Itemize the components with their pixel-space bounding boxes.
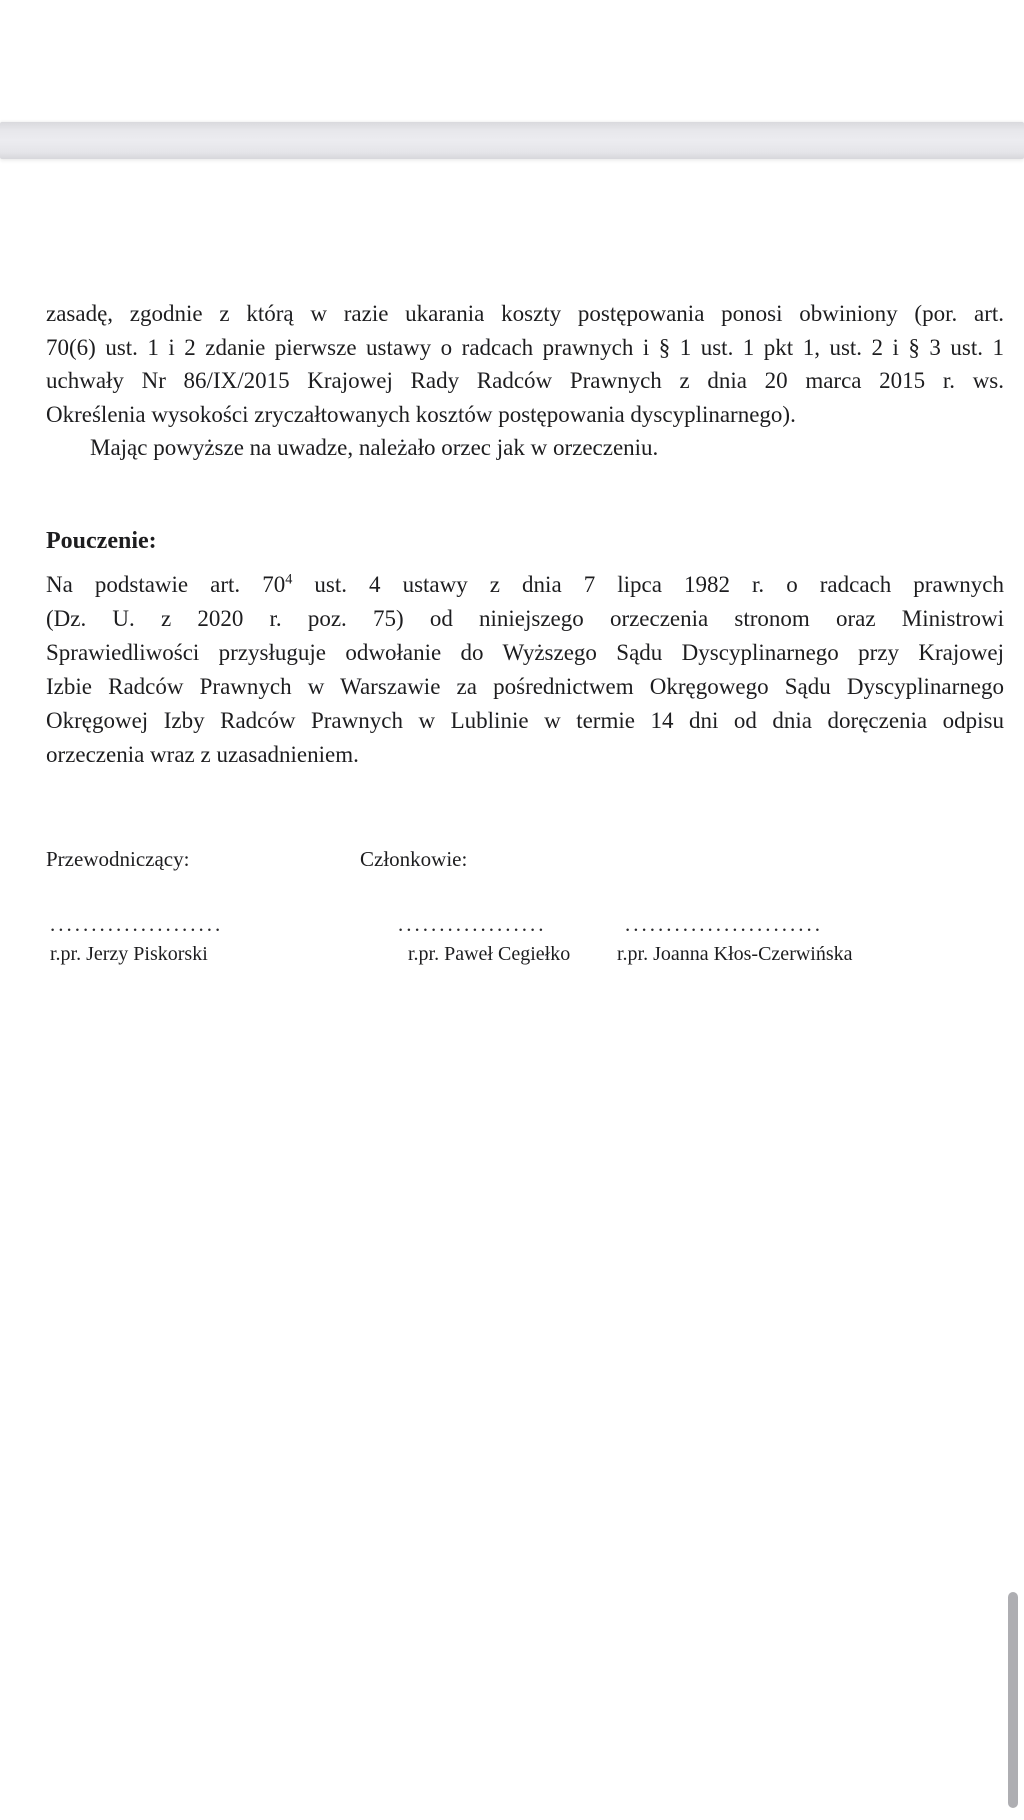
scrollbar-thumb[interactable] bbox=[1008, 1592, 1018, 1808]
signature-dotted-line: ..................... bbox=[50, 912, 224, 936]
paragraph-line: 70(6) ust. 1 i 2 zdanie pierwsze ustawy o radcach prawnych i § 1 ust. 1 pkt 1, ust. 2 i § 3 ust. 1 bbox=[46, 334, 1004, 360]
signature-dotted-line: .................. bbox=[398, 912, 547, 936]
body-paragraph-continuation bbox=[46, 297, 1004, 465]
paragraph-line: Izbie Radców Prawnych w Warszawie za pośrednictwem Okręgowego Sądu Dyscyplinarnego bbox=[46, 674, 1004, 699]
statute-reference-text: ust. 4 ustawy z dnia 7 lipca 1982 r. o radcach prawnych bbox=[292, 572, 1004, 597]
paragraph-line: Okręgowej Izby Radców Prawnych w Lublinie w termie 14 dni od dnia doręczenia odpisu bbox=[46, 708, 1004, 733]
member2-name: r.pr. Joanna Kłos-Czerwińska bbox=[617, 943, 853, 965]
superscript-4: 4 bbox=[285, 571, 293, 588]
closing-sentence: Mając powyższe na uwadze, należało orzec jak w orzeczeniu. bbox=[90, 435, 659, 460]
paragraph-line: orzeczenia wraz z uzasadnieniem. bbox=[46, 742, 359, 767]
statute-reference-text: Na podstawie art. 70 bbox=[46, 572, 286, 597]
pouczenie-paragraph bbox=[46, 568, 1004, 772]
member1-name: r.pr. Paweł Cegiełko bbox=[408, 943, 571, 965]
paragraph-line: Określenia wysokości zryczałtowanych kosztów postępowania dyscyplinarnego). bbox=[46, 401, 796, 427]
page-separator bbox=[0, 122, 1024, 159]
pouczenie-heading: Pouczenie: bbox=[46, 528, 157, 554]
members-label: Członkowie: bbox=[360, 847, 468, 871]
paragraph-line: Sprawiedliwości przysługuje odwołanie do Wyższego Sądu Dyscyplinarnego przy Krajowej bbox=[46, 640, 1004, 665]
paragraph-line: zasadę, zgodnie z którą w razie ukarania koszty postępowania ponosi obwiniony (por. art. bbox=[46, 301, 1004, 326]
chairman-name: r.pr. Jerzy Piskorski bbox=[50, 943, 208, 965]
signature-dotted-line: ........................ bbox=[625, 912, 823, 936]
paragraph-line bbox=[46, 568, 1004, 602]
paragraph-line: uchwały Nr 86/IX/2015 Krajowej Rady Radców Prawnych z dnia 20 marca 2015 r. ws. bbox=[46, 368, 1004, 393]
paragraph-line: (Dz. U. z 2020 r. poz. 75) od niniejszego orzeczenia stronom oraz Ministrowi bbox=[46, 606, 1004, 631]
chairman-label: Przewodniczący: bbox=[46, 847, 190, 871]
